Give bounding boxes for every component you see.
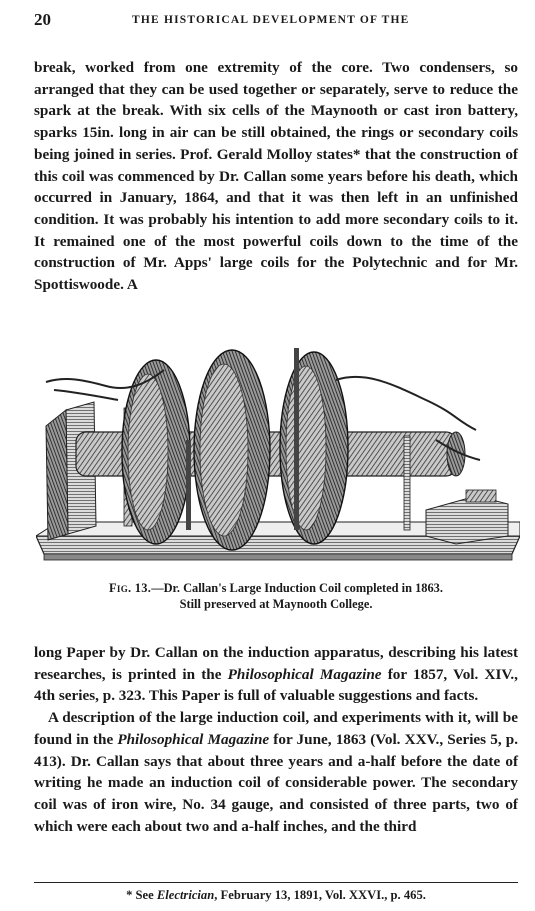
figure-caption-line-2: Still preserved at Maynooth College. xyxy=(179,597,373,611)
figure-caption-line-1: —Dr. Callan's Large Induction Coil completed in 1863. xyxy=(151,581,443,595)
page-header xyxy=(34,10,520,34)
footnote-divider xyxy=(34,882,518,883)
induction-coil-illustration xyxy=(36,340,520,572)
paragraph-3: A description of the large induction coil, and experiments with it, will be found in the Philosophical Magazine for June, 1863 (Vol. XXV., Series 5, p. 413). Dr. Callan says that about three years and a-half before the date of writing he made an induction coil of considerable power. The secondary coil was of iron wire, No. 34 gauge, and consisted of three parts, two of which were each about two and a-half inches, and the third xyxy=(34,709,519,835)
secondary-coil-right xyxy=(280,352,348,544)
body-text-bottom xyxy=(34,642,518,837)
right-terminal-block xyxy=(426,490,508,544)
running-head: THE HISTORICAL DEVELOPMENT OF THE xyxy=(132,14,410,26)
journal-title: Philosophical Magazine xyxy=(117,730,270,748)
page-number: 20 xyxy=(34,10,51,29)
footnote: * See Electrician, February 13, 1891, Vol. XXVI., p. 465. xyxy=(126,888,426,902)
footnote-source: Electrician xyxy=(156,888,215,902)
figure-caption xyxy=(34,580,518,612)
figure-label: Fig. 13. xyxy=(109,581,152,595)
paragraph-1: break, worked from one extremity of the core. Two condensers, so arranged that they can be used together or separately, serve to reduce the spark at the break. With six cells of the Maynooth or cast iron battery, sparks 15in. long in air can be still obtained, the rings or secondary coils being joined in series. Prof. Gerald Molloy states* that the construction of this coil was commenced by Dr. Callan some years before his death, which occurred in January, 1864, and that it was then left in an unfinished condition. It was probably his intention to add more secondary coils to it. It remained one of the most powerful coils down to the time of the construction of Mr. Apps' large coils for the Polytechnic and for Mr. Spottiswoode. A xyxy=(34,59,518,294)
paragraph-2: long Paper by Dr. Callan on the induction apparatus, describing his latest researches, is printed in the Philosophical Magazine for 1857, Vol. XIV., 4th series, p. 323. This Paper is full of valuable suggestions and facts. xyxy=(34,644,518,705)
journal-title: Philosophical Magazine xyxy=(227,665,382,683)
secondary-coil-center xyxy=(194,350,270,550)
body-text-top xyxy=(34,57,518,296)
